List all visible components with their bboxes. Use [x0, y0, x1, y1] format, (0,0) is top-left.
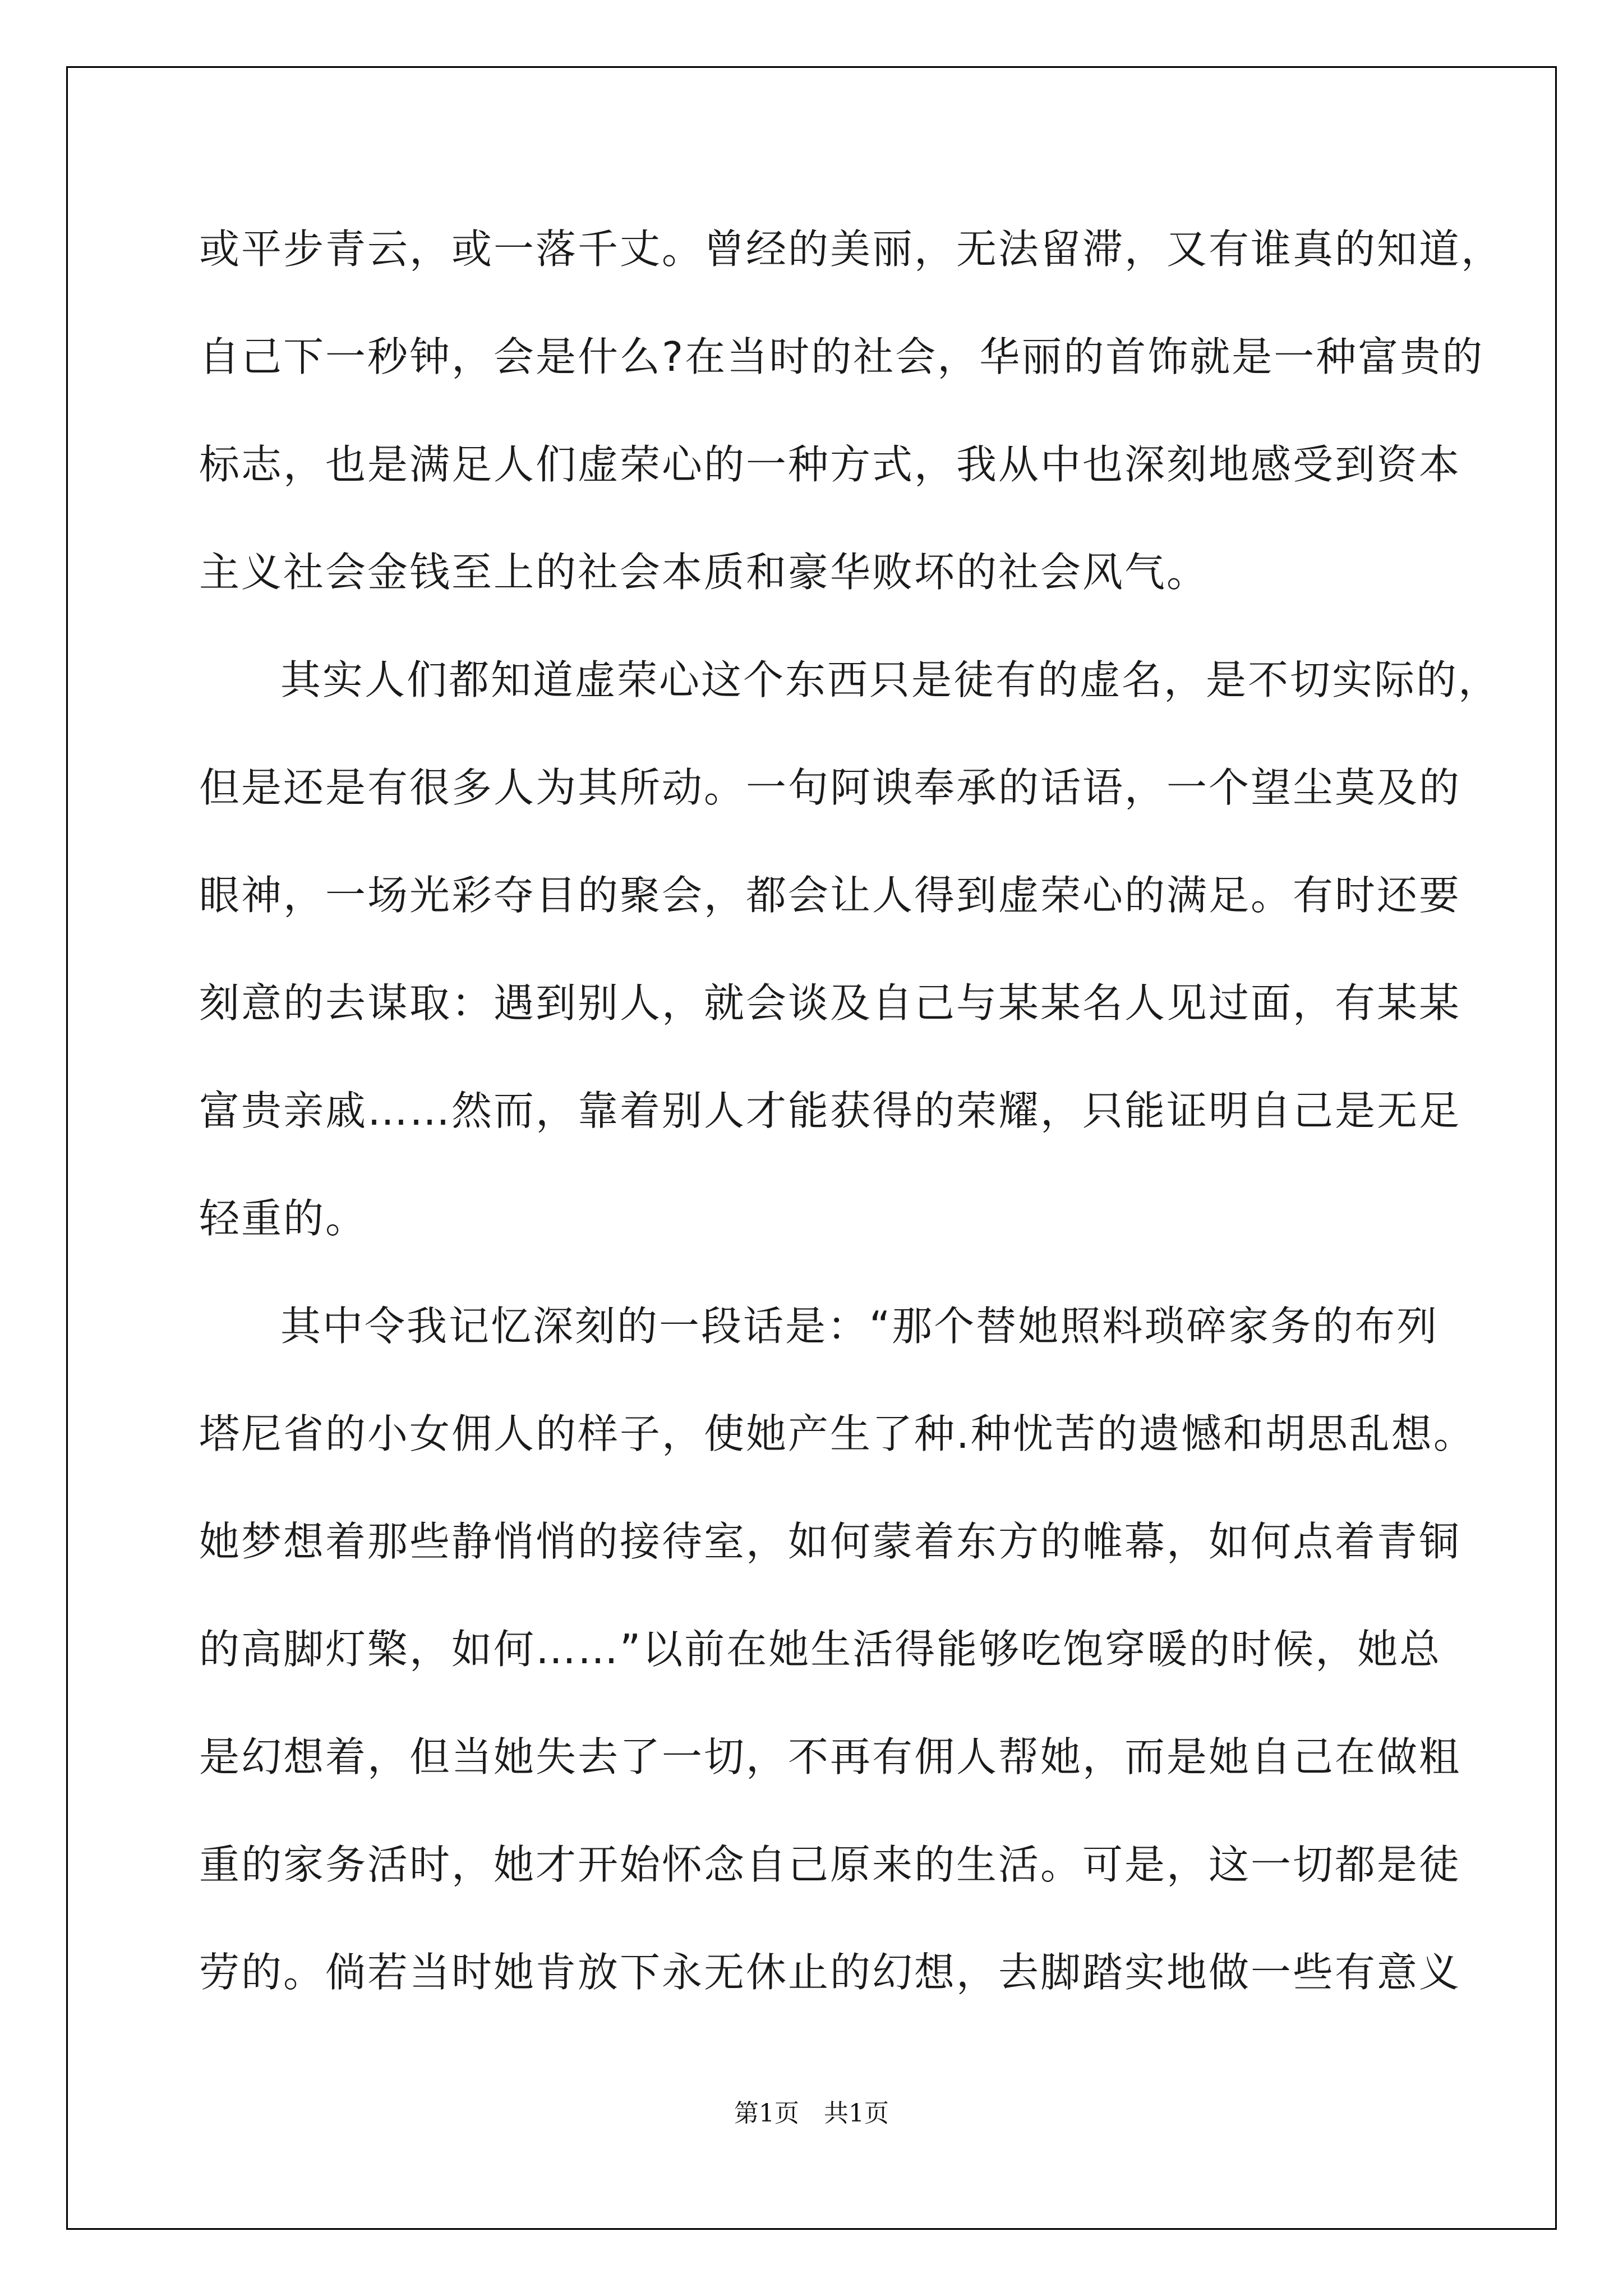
text-line: 自己下一秒钟，会是什么?在当时的社会，华丽的首饰就是一种富贵的 — [199, 333, 1484, 380]
paragraph-first-line: 其中令我记忆深刻的一段话是：“那个替她照料琐碎家务的布列 — [280, 1303, 1439, 1350]
text-line: 的高脚灯檠，如何……”以前在她生活得能够吃饱穿暖的时候，她总 — [199, 1626, 1442, 1673]
text-line: 标志，也是满足人们虚荣心的一种方式，我从中也深刻地感受到资本 — [199, 441, 1461, 488]
page-footer: 第1页 共1页 — [734, 2099, 889, 2128]
text-line: 她梦想着那些静悄悄的接待室，如何蒙着东方的帷幕，如何点着青铜 — [199, 1518, 1461, 1565]
text-line: 刻意的去谋取：遇到别人，就会谈及自己与某某名人见过面，有某某 — [199, 979, 1461, 1027]
text-line: 富贵亲戚……然而，靠着别人才能获得的荣耀，只能证明自己是无足 — [199, 1087, 1461, 1134]
text-line: 或平步青云，或一落千丈。曾经的美丽，无法留滞，又有谁真的知道， — [199, 226, 1504, 273]
text-line: 劳的。倘若当时她肯放下永无休止的幻想，去脚踏实地做一些有意义 — [199, 1949, 1461, 1996]
text-line: 主义社会金钱至上的社会本质和豪华败坏的社会风气。 — [199, 549, 1209, 596]
text-line: 是幻想着，但当她失去了一切，不再有佣人帮她，而是她自己在做粗 — [199, 1733, 1461, 1780]
paragraph-first-line: 其实人们都知道虚荣心这个东西只是徒有的虚名，是不切实际的， — [280, 656, 1501, 703]
text-line: 重的家务活时，她才开始怀念自己原来的生活。可是，这一切都是徒 — [199, 1841, 1461, 1888]
text-line: 轻重的。 — [199, 1195, 368, 1242]
text-line: 塔尼省的小女佣人的样子，使她产生了种.种忧苦的遗憾和胡思乱想。 — [199, 1410, 1476, 1457]
text-line: 眼神，一场光彩夺目的聚会，都会让人得到虚荣心的满足。有时还要 — [199, 872, 1461, 919]
page-border — [66, 66, 1557, 2230]
text-line: 但是还是有很多人为其所动。一句阿谀奉承的话语，一个望尘莫及的 — [199, 764, 1461, 811]
